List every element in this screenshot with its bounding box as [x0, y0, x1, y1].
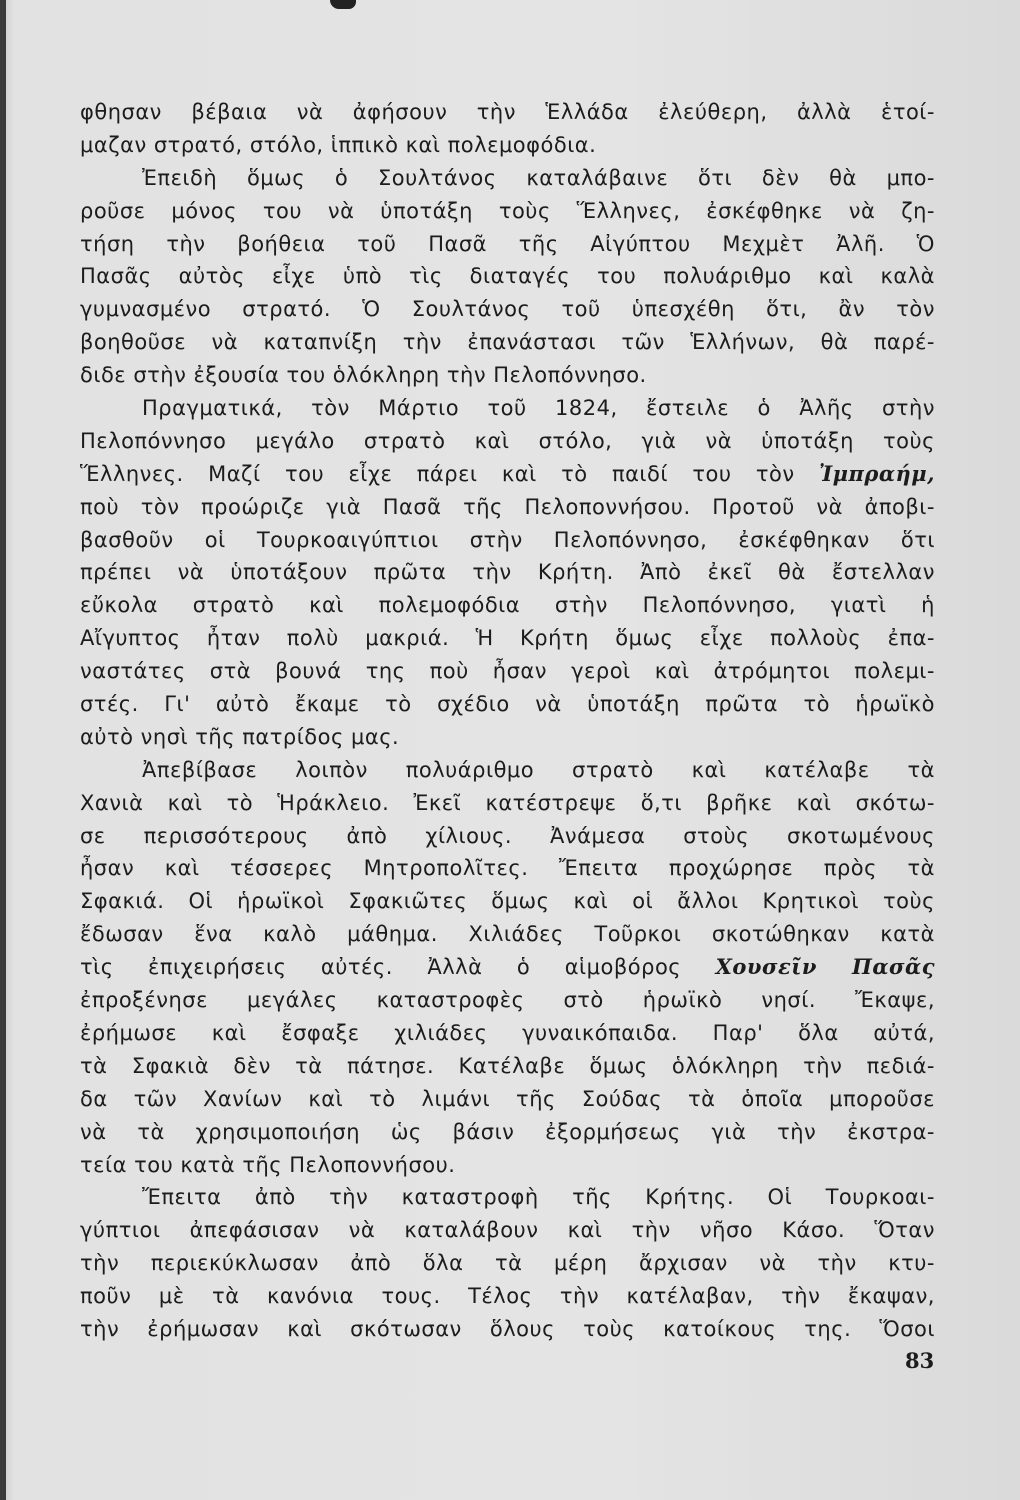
text-line: ποὺ τὸν προώριζε γιὰ Πασᾶ τῆς Πελοποννήσου. Προτοῦ νὰ ἀποβι- [80, 494, 935, 519]
text-line: δα τῶν Χανίων καὶ τὸ λιμάνι τῆς Σούδας τὰ ὁποῖα μποροῦσε [80, 1086, 935, 1111]
text-line: αὐτὸ νησὶ τῆς πατρίδος μας. [80, 724, 400, 749]
text-line: ἐπροξένησε μεγάλες καταστροφὲς στὸ ἡρωϊκὸ νησί. Ἔκαψε, [80, 988, 935, 1013]
text-line: βασθοῦν οἱ Τουρκοαιγύπτιοι στὴν Πελοπόννησο, ἐσκέφθηκαν ὅτι [80, 527, 935, 552]
text-line: ναστάτες στὰ βουνά της ποὺ ἦσαν γεροὶ καὶ ἀτρόμητοι πολεμι- [80, 659, 935, 684]
text-line: γυμνασμένο στρατό. Ὁ Σουλτάνος τοῦ ὑπεσχέθη ὅτι, ἂν τὸν [80, 297, 935, 322]
text-line: στές. Γι' αὐτὸ ἔκαμε τὸ σχέδιο νὰ ὑποτάξη πρῶτα τὸ ἡρωϊκὸ [80, 692, 935, 717]
body-text [80, 96, 935, 1346]
text-line: βοηθοῦσε νὰ καταπνίξη τὴν ἐπανάστασι τῶν Ἑλλήνων, θὰ παρέ- [80, 330, 935, 355]
text-line: ροῦσε μόνος του νὰ ὑποτάξη τοὺς Ἕλληνες, ἐσκέφθηκε νὰ ζη- [80, 198, 935, 223]
text-segment: Ἕλληνες. Μαζί του εἶχε πάρει καὶ τὸ παιδί του τὸν [80, 461, 795, 486]
text-line: Πασᾶς αὐτὸς εἶχε ὑπὸ τὶς διαταγές του πολυάριθμο καὶ καλὰ [80, 264, 935, 289]
text-line: Ἔπειτα ἀπὸ τὴν καταστροφὴ τῆς Κρήτης. Οἱ Τουρκοαι- [142, 1185, 935, 1210]
text-line: φθησαν βέβαια νὰ ἀφήσουν τὴν Ἑλλάδα ἐλεύθερη, ἀλλὰ ἑτοί- [80, 100, 935, 124]
text-line: σε περισσότερους ἀπὸ χίλιους. Ἀνάμεσα στοὺς σκοτωμένους [80, 823, 935, 848]
text-line: γύπτιοι ἀπεφάσισαν νὰ καταλάβουν καὶ τὴν νῆσο Κάσο. Ὅταν [80, 1218, 935, 1243]
text-line: Ἐπειδὴ ὅμως ὁ Σουλτάνος καταλάβαινε ὅτι δὲν θὰ μπο- [142, 165, 935, 190]
text-line: νὰ τὰ χρησιμοποιήση ὡς βάσιν ἐξορμήσεως γιὰ τὴν ἐκστρα- [80, 1119, 935, 1144]
text-line: τὴν ἐρήμωσαν καὶ σκότωσαν ὅλους τοὺς κατοίκους της. Ὅσοι [80, 1316, 935, 1341]
text-line: διδε στὴν ἐξουσία του ὁλόκληρη τὴν Πελοπόννησο. [80, 363, 647, 388]
text-line: μαζαν στρατό, στόλο, ἱππικὸ καὶ πολεμοφόδια. [80, 132, 597, 157]
emphasized-name-hussein: Χουσεῖν Πασᾶς [715, 954, 935, 980]
text-line-with-emphasis [80, 951, 935, 984]
text-line: τὴν περιεκύκλωσαν ἀπὸ ὅλα τὰ μέρη ἄρχισαν νὰ τὴν κτυ- [80, 1251, 935, 1276]
text-line: ποῦν μὲ τὰ κανόνια τους. Τέλος τὴν κατέλαβαν, τὴν ἔκαψαν, [80, 1284, 935, 1309]
text-line: εὔκολα στρατὸ καὶ πολεμοφόδια στὴν Πελοπόννησο, γιατὶ ἡ [80, 593, 935, 618]
page-number: 83 [905, 1348, 935, 1373]
text-line: Ἀπεβίβασε λοιπὸν πολυάριθμο στρατὸ καὶ κατέλαβε τὰ [142, 757, 935, 782]
text-line: τεία του κατὰ τῆς Πελοποννήσου. [80, 1152, 456, 1177]
text-line: πρέπει νὰ ὑποτάξουν πρῶτα τὴν Κρήτη. Ἀπὸ ἐκεῖ θὰ ἔστελλαν [80, 560, 935, 585]
text-line: τὰ Σφακιὰ δὲν τὰ πάτησε. Κατέλαβε ὅμως ὁλόκληρη τὴν πεδιά- [80, 1053, 935, 1078]
book-spine-edge [0, 0, 6, 1500]
emphasized-name-ibrahim: Ἰμπραήμ, [818, 460, 935, 486]
text-segment: τὶς ἐπιχειρήσεις αὐτές. Ἀλλὰ ὁ αἱμοβόρος [80, 955, 682, 980]
text-line: Πραγματικά, τὸν Μάρτιο τοῦ 1824, ἔστειλε ὁ Ἀλῆς στὴν [142, 396, 935, 421]
scan-mark [330, 0, 356, 9]
text-line: Πελοπόννησο μεγάλο στρατὸ καὶ στόλο, γιὰ νὰ ὑποτάξη τοὺς [80, 428, 935, 453]
text-line: ἐρήμωσε καὶ ἔσφαξε χιλιάδες γυναικόπαιδα. Παρ' ὅλα αὐτά, [80, 1020, 935, 1045]
text-line-with-emphasis [80, 458, 935, 491]
text-line: ἔδωσαν ἕνα καλὸ μάθημα. Χιλιάδες Τοῦρκοι σκοτώθηκαν κατὰ [80, 922, 935, 947]
text-line: τήση τὴν βοήθεια τοῦ Πασᾶ τῆς Αἰγύπτου Μεχμὲτ Ἀλῆ. Ὁ [80, 231, 935, 256]
text-line: Χανιὰ καὶ τὸ Ἡράκλειο. Ἐκεῖ κατέστρεψε ὅ,τι βρῆκε καὶ σκότω- [80, 790, 935, 815]
text-line: ἦσαν καὶ τέσσερες Μητροπολῖτες. Ἔπειτα προχώρησε πρὸς τὰ [80, 856, 935, 881]
text-line: Σφακιά. Οἱ ἡρωϊκοὶ Σφακιῶτες ὅμως καὶ οἱ ἄλλοι Κρητικοὶ τοὺς [80, 889, 935, 914]
text-line: Αἴγυπτος ἦταν πολὺ μακριά. Ἡ Κρήτη ὅμως εἶχε πολλοὺς ἐπα- [80, 626, 935, 651]
